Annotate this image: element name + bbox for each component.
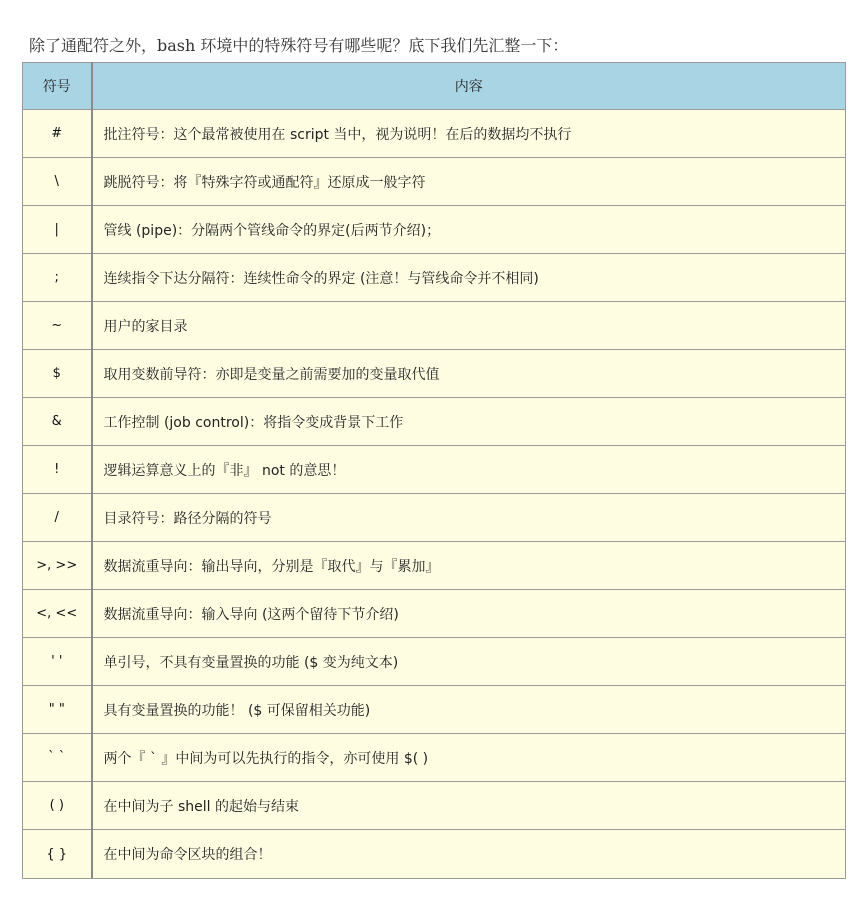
table-row [23,494,846,542]
symbol-cell: ; [23,254,92,302]
symbol-cell: | [23,206,92,254]
symbol-cell: ' ' [23,638,92,686]
table-row [23,782,846,830]
table-row [23,302,846,350]
table-row [23,110,846,158]
symbol-cell: " " [23,686,92,734]
table-row [23,638,846,686]
table-row [23,446,846,494]
symbol-cell: ! [23,446,92,494]
content-cell: 具有变量置换的功能！ ($ 可保留相关功能) [92,686,846,734]
table-row [23,206,846,254]
symbol-cell: # [23,110,92,158]
symbol-cell: <, << [23,590,92,638]
content-cell: 两个『 ` 』中间为可以先执行的指令，亦可使用 $( ) [92,734,846,782]
table-row [23,830,846,879]
content-cell: 用户的家目录 [92,302,846,350]
content-cell: 数据流重导向：输入导向 (这两个留待下节介绍) [92,590,846,638]
content-cell: 取用变数前导符：亦即是变量之前需要加的变量取代值 [92,350,846,398]
content-cell: 目录符号：路径分隔的符号 [92,494,846,542]
table-row [23,686,846,734]
symbol-cell: { } [23,830,92,879]
symbol-cell: >, >> [23,542,92,590]
content-cell: 单引号，不具有变量置换的功能 ($ 变为纯文本) [92,638,846,686]
table-row [23,158,846,206]
content-cell: 工作控制 (job control)：将指令变成背景下工作 [92,398,846,446]
symbol-cell: ~ [23,302,92,350]
table-row [23,542,846,590]
content-cell: 在中间为子 shell 的起始与结束 [92,782,846,830]
content-cell: 跳脱符号：将『特殊字符或通配符』还原成一般字符 [92,158,846,206]
content-cell: 批注符号：这个最常被使用在 script 当中，视为说明！在后的数据均不执行 [92,110,846,158]
table-row [23,590,846,638]
symbol-cell: \ [23,158,92,206]
table-row [23,734,846,782]
content-cell: 连续指令下达分隔符：连续性命令的界定 (注意！与管线命令并不相同) [92,254,846,302]
content-cell: 数据流重导向：输出导向，分别是『取代』与『累加』 [92,542,846,590]
symbol-cell: / [23,494,92,542]
symbol-cell: $ [23,350,92,398]
symbol-cell: & [23,398,92,446]
special-symbols-table [22,62,846,879]
symbol-cell: ( ) [23,782,92,830]
content-cell: 逻辑运算意义上的『非』 not 的意思！ [92,446,846,494]
header-content: 内容 [92,63,846,110]
intro-text: 除了通配符之外，bash 环境中的特殊符号有哪些呢？底下我们先汇整一下： [29,36,569,55]
table-row [23,350,846,398]
table-row [23,254,846,302]
table-row [23,398,846,446]
symbol-cell: ` ` [23,734,92,782]
content-cell: 管线 (pipe)：分隔两个管线命令的界定(后两节介绍)； [92,206,846,254]
header-symbol: 符号 [23,63,92,110]
table-header-row [23,63,846,110]
content-cell: 在中间为命令区块的组合！ [92,830,846,879]
